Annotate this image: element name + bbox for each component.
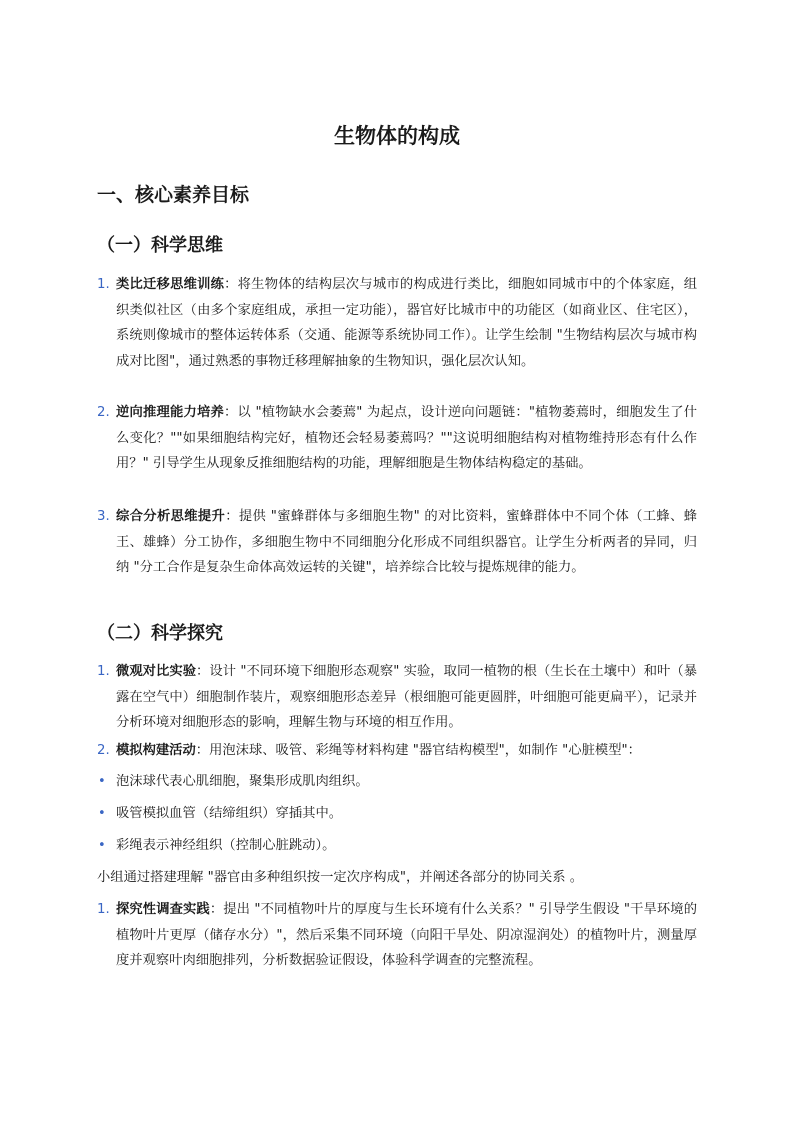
item-text: ：设计 "不同环境下细胞形态观察" 实验，取同一植物的根（生长在土壤中）和叶（暴露在空气中）细胞制作装片，观察细胞形态差异（根细胞可能更圆胖，叶细胞可能更扁平），记录并分析环境对细胞形态的影响，理解生物与环境的相互作用。	[116, 664, 698, 731]
bullet-text: 泡沫球代表心肌细胞，聚集形成肌肉组织。	[116, 774, 369, 789]
bullet-text: 彩绳表示神经组织（控制心脏跳动）。	[116, 838, 336, 853]
summary-text: 小组通过搭建理解 "器官由多种组织按一定次序构成"，并阐述各部分的协同关系 。	[97, 870, 584, 885]
bullet-dot-icon: •	[98, 806, 106, 821]
item-text: ：用泡沫球、吸管、彩绳等材料构建 "器官结构模型"，如制作 "心脏模型"：	[195, 743, 641, 758]
bullet-item	[97, 801, 697, 827]
bullet-dot-icon: •	[98, 774, 106, 789]
list-item	[97, 272, 697, 374]
bullet-text: 吸管模拟血管（结缔组织）穿插其中。	[116, 806, 343, 821]
item-lead: 逆向推理能力培养	[116, 405, 225, 420]
item-text: ：提供 "蜜蜂群体与多细胞生物" 的对比资料，蜜蜂群体中不同个体（工蜂、蜂王、雄蜂）分工协作，多细胞生物中不同细胞分化形成不同组织器官。让学生分析两者的异同，归纳 "分工合作是复杂生命体高效运转的关键"，培养综合比较与提炼规律的能力。	[116, 509, 698, 576]
list-item	[97, 504, 697, 581]
item-text: ：将生物体的结构层次与城市的构成进行类比，细胞如同城市中的个体家庭，组织类似社区（由多个家庭组成，承担一定功能），器官好比城市中的功能区（如商业区、住宅区），系统则像城市的整体运转体系（交通、能源等系统协同工作）。让学生绘制 "生物结构层次与城市构成对比图"，通过熟悉的事物迁移理解抽象的生物知识，强化层次认知。	[116, 277, 698, 369]
list-item	[97, 400, 697, 477]
item-lead: 综合分析思维提升	[116, 509, 226, 524]
subsection-heading-scientific-thinking: （一）科学思维	[97, 235, 223, 256]
summary-paragraph	[97, 865, 697, 891]
item-text: ：以 "植物缺水会萎蔫" 为起点，设计逆向问题链："植物萎蔫时，细胞发生了什么变化？""如果细胞结构完好，植物还会轻易萎蔫吗？""这说明细胞结构对植物维持形态有什么作用？" 引导学生从现象反推细胞结构的功能，理解细胞是生物体结构稳定的基础。	[116, 405, 697, 472]
list-number: 2.	[97, 405, 110, 420]
item-lead: 微观对比实验	[116, 664, 197, 679]
bullet-item	[97, 833, 697, 859]
subsection-heading-scientific-inquiry: （二）科学探究	[97, 623, 223, 644]
list-item	[97, 738, 697, 764]
list-number: 1.	[97, 277, 110, 292]
bullet-item	[97, 769, 697, 795]
item-lead: 探究性调查实践	[116, 902, 210, 917]
section-heading-core-goals: 一、核心素养目标	[97, 184, 250, 206]
list-number: 2.	[97, 743, 110, 758]
list-number: 3.	[97, 509, 110, 524]
item-text: ：提出 "不同植物叶片的厚度与生长环境有什么关系？" 引导学生假设 "干旱环境的植物叶片更厚（储存水分）"，然后采集不同环境（向阳干旱处、阴凉湿润处）的植物叶片，测量厚度并观察叶肉细胞排列，分析数据验证假设，体验科学调查的完整流程。	[116, 902, 697, 969]
list-number: 1.	[97, 664, 110, 679]
bullet-dot-icon: •	[98, 838, 106, 853]
document-title: 生物体的构成	[334, 124, 460, 148]
list-item	[97, 897, 697, 974]
list-item	[97, 659, 697, 736]
list-number: 1.	[97, 902, 110, 917]
item-lead: 类比迁移思维训练	[116, 277, 225, 292]
item-lead: 模拟构建活动	[116, 743, 196, 758]
